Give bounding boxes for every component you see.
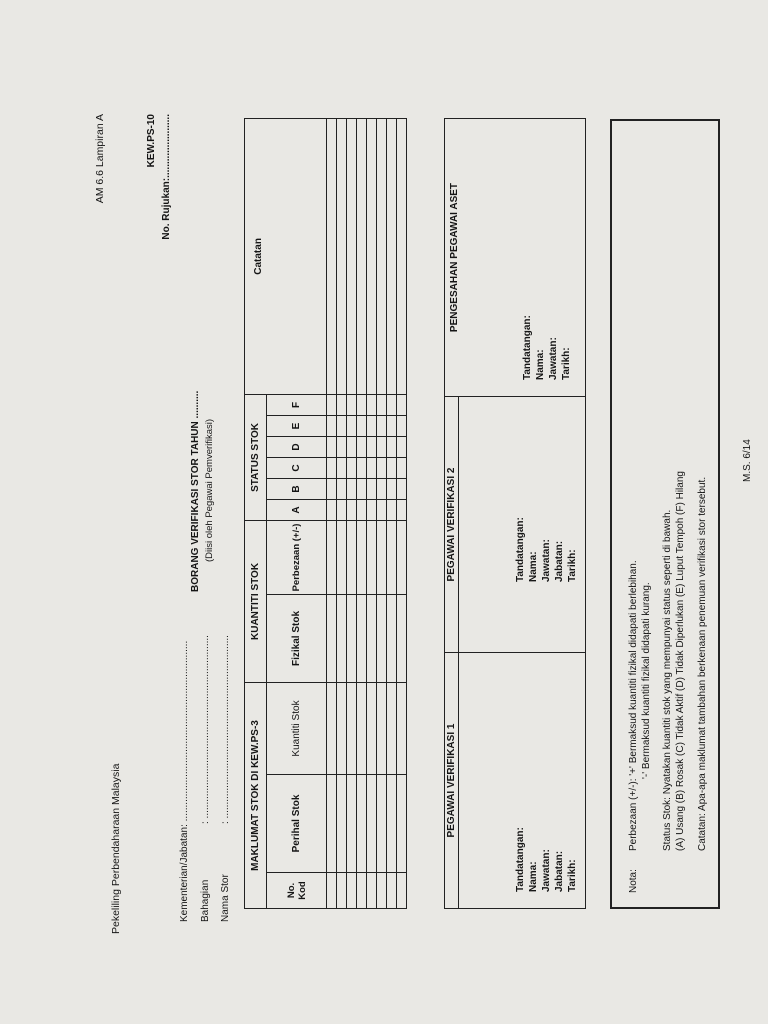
sig-line: Tarikh: xyxy=(561,347,572,380)
sig-header-verifikasi-2: PEGAWAI VERIFIKASI 2 xyxy=(445,397,459,653)
group-header-kuantiti: KUANTITI STOK xyxy=(245,520,267,682)
field-kementerian xyxy=(179,641,190,922)
field-dots: ................................................................. xyxy=(179,640,190,822)
table-row xyxy=(357,118,367,908)
sig-line: Nama: xyxy=(535,349,546,380)
table-row xyxy=(397,118,407,908)
field-separator: : xyxy=(220,821,231,824)
status-col-b: B xyxy=(267,478,327,499)
field-separator: : xyxy=(179,824,190,827)
col-header-perbezaan: Perbezaan (+/-) xyxy=(267,520,327,594)
form-title: BORANG VERIFIKASI STOR TAHUN .......... xyxy=(190,390,201,592)
notes-box xyxy=(610,119,720,909)
reference-doc-text: AM 6.6 Lampiran A xyxy=(94,114,106,204)
sig-line: Tarikh: xyxy=(567,549,578,582)
status-col-d: D xyxy=(267,436,327,457)
sig-line: Nama: xyxy=(528,861,539,892)
notes-line-2: '-' Bermaksud kuantiti fizikal didapati kurang. xyxy=(641,582,652,779)
rotated-form-page xyxy=(54,72,753,952)
stock-verification-table xyxy=(244,118,407,909)
field-separator: : xyxy=(200,821,211,824)
sig-line: Jawatan: xyxy=(541,849,552,892)
col-header-kuantiti: Kuantiti Stok xyxy=(267,682,327,774)
group-header-status: STATUS STOK xyxy=(245,394,267,520)
table-row xyxy=(387,118,397,908)
table-row xyxy=(377,118,387,908)
notes-line-5: Catatan: Apa-apa maklumat tambahan berkenaan penemuan verifikasi stor tersebut. xyxy=(697,476,708,851)
sig-line: Tarikh: xyxy=(567,859,578,892)
col-header-perihal: Perihal Stok xyxy=(267,775,327,873)
field-label: Kementerian/Jabatan xyxy=(179,826,190,922)
table-row xyxy=(347,118,357,908)
status-col-f: F xyxy=(267,394,327,415)
status-col-a: A xyxy=(267,499,327,520)
sig-header-verifikasi-1: PEGAWAI VERIFIKASI 1 xyxy=(445,653,459,909)
field-bahagian xyxy=(200,635,211,922)
col-header-catatan: Catatan xyxy=(245,118,327,394)
publisher-text: Pekeliling Perbendaharaan Malaysia xyxy=(110,763,122,934)
table-row xyxy=(337,118,347,908)
col-header-fizikal: Fizikal Stok xyxy=(267,594,327,682)
sig-block-pengesahan xyxy=(518,119,573,396)
field-dots: .................................................................. xyxy=(200,635,211,819)
sig-block-verifikasi-2 xyxy=(459,397,586,653)
status-col-c: C xyxy=(267,457,327,478)
field-nama-stor xyxy=(220,635,231,922)
table-row xyxy=(367,118,377,908)
status-col-e: E xyxy=(267,415,327,436)
sig-line: Jawatan: xyxy=(548,337,559,380)
notes-line-1: Perbezaan (+/-): '+' Bermaksud kuantiti fizikal didapati berlebihan. xyxy=(628,560,639,851)
sig-line: Tandatangan: xyxy=(515,517,526,582)
sig-line: Jabatan: xyxy=(554,540,565,582)
notes-label: Nota: xyxy=(628,869,639,893)
col-header-no-kod: No. Kod xyxy=(267,873,327,909)
sig-line: Tandatangan: xyxy=(515,827,526,892)
sig-line: Jabatan: xyxy=(554,850,565,892)
field-dots: .................................................................. xyxy=(220,635,231,819)
signature-table xyxy=(444,118,586,909)
sig-block-verifikasi-1 xyxy=(459,653,586,909)
field-label: Bahagian xyxy=(200,879,211,922)
page-number: M.S. 6/14 xyxy=(742,439,753,482)
sig-line: Nama: xyxy=(528,551,539,582)
sig-header-pengesahan-title: PENGESAHAN PEGAWAI ASET xyxy=(449,182,460,333)
table-row xyxy=(327,118,337,908)
field-label: Nama Stor xyxy=(220,874,231,922)
notes-line-3: Status Stok: Nyatakan kuantiti stok yang mempunyai status seperti di bawah. xyxy=(662,509,673,851)
form-subtitle: (Diisi oleh Pegawai Pemverifikasi) xyxy=(204,418,215,562)
sig-header-pengesahan xyxy=(445,119,586,397)
sig-line: Jawatan: xyxy=(541,539,552,582)
notes-line-4: (A) Usang (B) Rosak (C) Tidak Aktif (D) Tidak Diperlukan (E) Luput Tempoh (F) Hilang xyxy=(675,471,686,851)
group-header-maklumat: MAKLUMAT STOK DI KEW.PS-3 xyxy=(245,682,267,908)
form-code: KEW.PS-10 xyxy=(146,114,157,168)
sig-line: Tandatangan: xyxy=(522,315,533,380)
reference-number-field: No. Rujukan:....................... xyxy=(161,114,172,240)
